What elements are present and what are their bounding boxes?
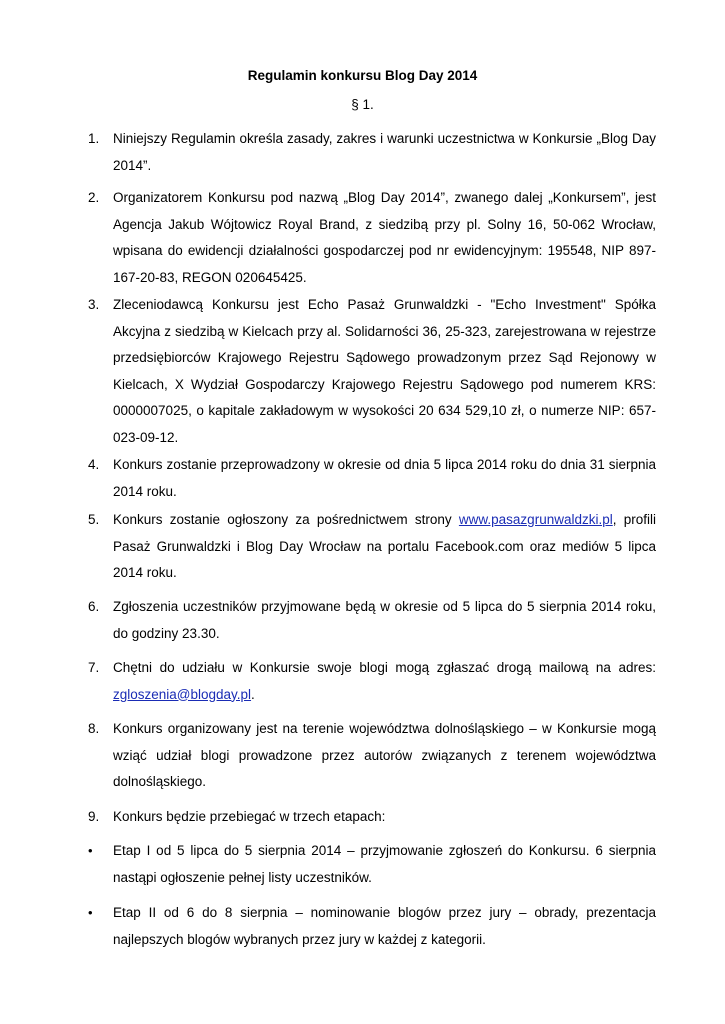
item-text <box>113 655 656 708</box>
item-number: 4. <box>88 457 100 472</box>
item-text: Zleceniodawcą Konkursu jest Echo Pasaż Grunwaldzki - "Echo Investment" Spółka Akcyjna z siedzibą w Kielcach przy al. Solidarności 36, 25-323, zarejestrowana w rejestrze przedsiębiorców Krajowego Rejestru Sądowego prowadzonym przez Sąd Rejonowy w Kielcach, X Wydział Gospodarczy Krajowego Rejestru Sądowego pod numerem KRS: 0000007025, o kapitale zakładowym w wysokości 20 634 529,10 zł, o numerze NIP: 657-023-09-12. <box>113 297 656 445</box>
item-text: Konkurs zostanie przeprowadzony w okresie od dnia 5 lipca 2014 roku do dnia 31 sierpnia 2014 roku. <box>113 457 656 499</box>
bullet-icon: • <box>88 843 93 858</box>
item-text-before: Konkurs zostanie ogłoszony za pośrednictwem strony <box>113 512 459 527</box>
email-link[interactable]: zgloszenia@blogday.pl <box>113 686 252 702</box>
item-text: Konkurs będzie przebiegać w trzech etapach: <box>113 809 386 824</box>
bullet-icon: • <box>88 905 93 920</box>
item-number: 3. <box>88 297 100 312</box>
bullet-item-2 <box>88 900 656 953</box>
item-text-before: Chętni do udziału w Konkursie swoje blogi mogą zgłaszać drogą mailową na adres: <box>113 660 656 675</box>
document-title: Regulamin konkursu Blog Day 2014 <box>247 68 478 83</box>
list-item-4 <box>88 452 656 505</box>
list-item-7 <box>88 655 656 708</box>
website-link[interactable]: www.pasazgrunwaldzki.pl <box>458 512 613 527</box>
list-item-9 <box>88 804 656 831</box>
item-text <box>113 507 656 587</box>
item-text-after: . <box>251 686 255 702</box>
bullet-item-1 <box>88 838 656 891</box>
item-number: 9. <box>88 809 100 824</box>
item-text: Konkurs organizowany jest na terenie województwa dolnośląskiego – w Konkursie mogą wziąć udział blogi prowadzone przez autorów związanych z terenem województwa dolnośląskiego. <box>113 721 656 790</box>
item-text-after: , profili Pasaż Grunwaldzki i Blog Day Wrocław na portalu Facebook.com oraz mediów 5 lipca 2014 roku. <box>113 512 656 581</box>
item-number: 8. <box>88 721 100 736</box>
item-text: Organizatorem Konkursu pod nazwą „Blog Day 2014”, zwanego dalej „Konkursem”, jest Agencja Jakub Wójtowicz Royal Brand, z siedzibą przy pl. Solny 16, 50-062 Wrocław, wpisana do ewidencji działalności gospodarczej pod nr ewidencyjnym: 195548, NIP 897-167-20-83, REGON 020645425. <box>113 190 656 285</box>
item-number: 1. <box>88 131 100 146</box>
list-item-1 <box>88 126 656 179</box>
list-item-5 <box>88 507 656 587</box>
item-number: 7. <box>88 660 100 675</box>
item-number: 5. <box>88 512 100 527</box>
item-text: Niniejszy Regulamin określa zasady, zakres i warunki uczestnictwa w Konkursie „Blog Day 2014”. <box>113 131 656 173</box>
list-item-8 <box>88 716 656 796</box>
list-item-3 <box>88 292 656 452</box>
list-item-2 <box>88 185 656 291</box>
section-number: § 1. <box>351 97 374 112</box>
list-item-6 <box>88 594 656 647</box>
bullet-text: Etap II od 6 do 8 sierpnia – nominowanie blogów przez jury – obrady, prezentacja najlepszych blogów wybranych przez jury w każdej z kategorii. <box>113 905 656 947</box>
bullet-text: Etap I od 5 lipca do 5 sierpnia 2014 – przyjmowanie zgłoszeń do Konkursu. 6 sierpnia nastąpi ogłoszenie pełnej listy uczestników. <box>113 843 656 885</box>
item-number: 6. <box>88 599 100 614</box>
item-text: Zgłoszenia uczestników przyjmowane będą w okresie od 5 lipca do 5 sierpnia 2014 roku, do godziny 23.30. <box>113 599 656 641</box>
item-number: 2. <box>88 190 100 205</box>
